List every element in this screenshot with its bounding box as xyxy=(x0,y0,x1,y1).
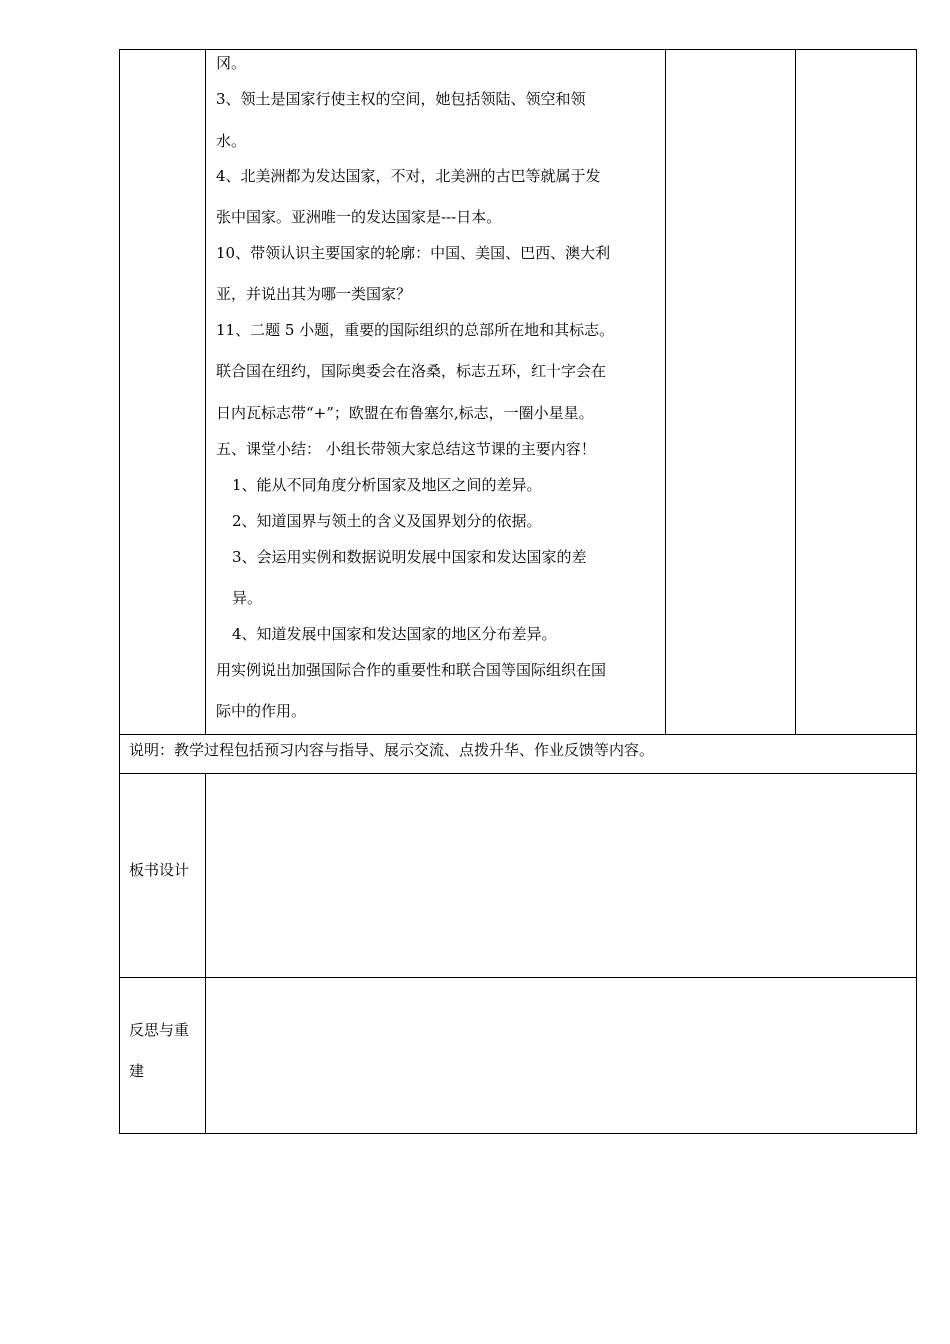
board-design-label: 板书设计 xyxy=(129,861,190,879)
process-line: 五、课堂小结： 小组长带领大家总结这节课的主要内容！ xyxy=(216,440,596,458)
process-line: 4、北美洲都为发达国家，不对，北美洲的古巴等就属于发 xyxy=(216,167,601,185)
reflection-label: 反思与重 xyxy=(129,1021,190,1039)
process-line: 10、带领认识主要国家的轮廓：中国、美国、巴西、澳大利 xyxy=(216,244,611,262)
process-line: 亚，并说出其为哪一类国家？ xyxy=(216,285,412,303)
process-line: 3、会运用实例和数据说明发展中国家和发达国家的差 xyxy=(232,548,587,566)
table-divider-note-bottom xyxy=(119,773,917,774)
table-border-left xyxy=(119,49,120,1134)
table-border-top xyxy=(119,49,917,50)
table-border-right xyxy=(916,49,917,1134)
process-line: 11、二题 5 小题，重要的国际组织的总部所在地和其标志。 xyxy=(216,321,615,339)
process-line: 日内瓦标志带“+”；欧盟在布鲁塞尔,标志，一圈小星星。 xyxy=(216,404,594,422)
process-line: 张中国家。亚洲唯一的发达国家是---日本。 xyxy=(216,208,502,226)
table-divider-board-bottom xyxy=(119,977,917,978)
process-line: 异。 xyxy=(232,589,263,607)
col-divider-label-lower xyxy=(205,773,206,1134)
table-divider-note-top xyxy=(119,734,917,735)
note-text: 说明：教学过程包括预习内容与指导、展示交流、点拨升华、作业反馈等内容。 xyxy=(129,741,655,759)
table-border-bottom xyxy=(119,1133,917,1134)
process-line: 2、知道国界与领土的含义及国界划分的依据。 xyxy=(232,512,542,530)
process-line: 1、能从不同角度分析国家及地区之间的差异。 xyxy=(232,476,542,494)
reflection-label: 建 xyxy=(129,1062,145,1080)
col-divider-label-upper xyxy=(205,49,206,735)
col-divider-third xyxy=(795,49,796,735)
process-line: 际中的作用。 xyxy=(216,702,307,720)
col-divider-content xyxy=(665,49,666,735)
process-line: 3、领土是国家行使主权的空间，她包括领陆、领空和领 xyxy=(216,90,586,108)
process-line: 冈。 xyxy=(216,54,247,72)
process-line: 4、知道发展中国家和发达国家的地区分布差异。 xyxy=(232,625,557,643)
process-line: 水。 xyxy=(216,132,247,150)
process-line: 联合国在纽约，国际奥委会在洛桑，标志五环，红十字会在 xyxy=(216,362,607,380)
process-line: 用实例说出加强国际合作的重要性和联合国等国际组织在国 xyxy=(216,661,607,679)
